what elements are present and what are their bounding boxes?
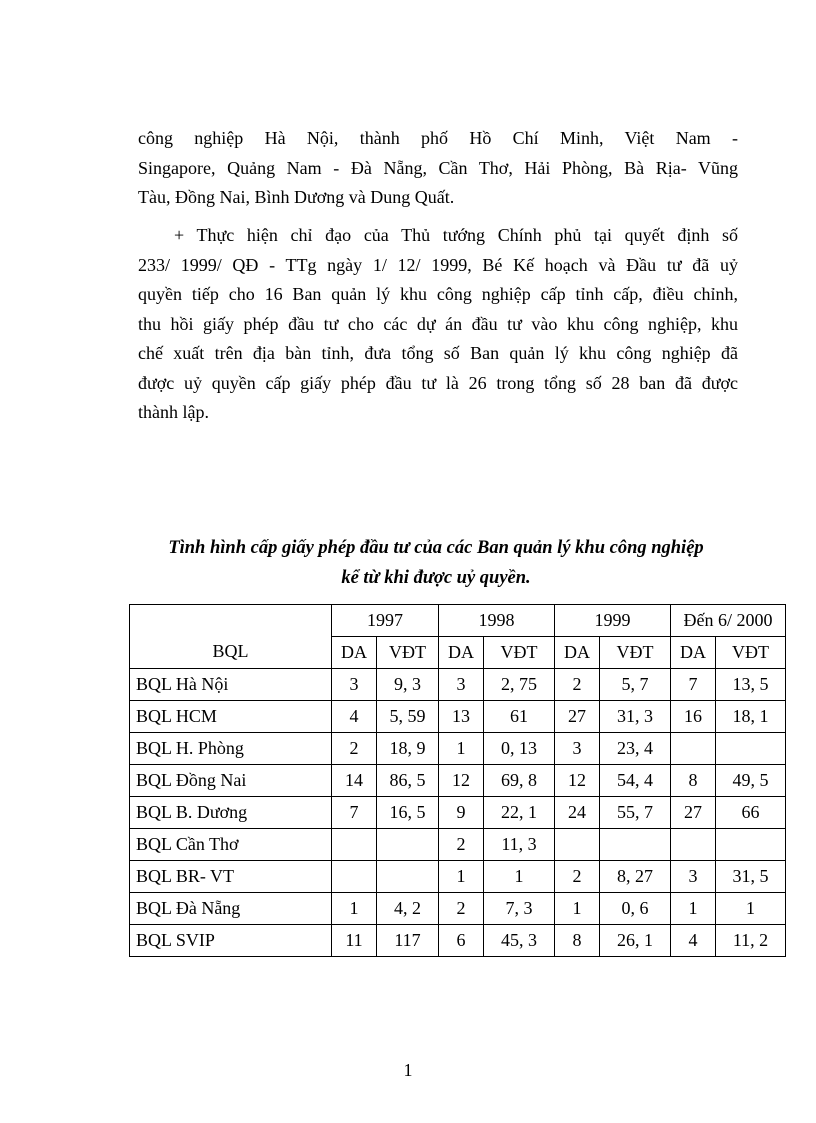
vdt-cell: 31, 3 [600,701,671,733]
da-cell [671,733,716,765]
text-line: thu hồi giấy phép đầu tư cho các dự án đầu tư vào khu công nghiệp, khu [138,313,738,334]
vdt-cell: 117 [377,925,439,957]
text-line: Tàu, Đồng Nai, Bình Dương và Dung Quất. [138,187,455,207]
da-cell: 3 [332,669,377,701]
table-row [130,701,786,733]
da-cell: 7 [671,669,716,701]
subheader-cell: DA [439,637,484,669]
da-cell: 2 [439,893,484,925]
vdt-cell: 61 [484,701,555,733]
da-cell: 13 [439,701,484,733]
subheader-cell: DA [332,637,377,669]
vdt-cell: 11, 2 [716,925,786,957]
row-name-cell: BQL Cần Thơ [130,829,332,861]
table-row [130,765,786,797]
vdt-cell: 11, 3 [484,829,555,861]
vdt-cell: 5, 59 [377,701,439,733]
row-name-cell: BQL H. Phòng [130,733,332,765]
da-cell: 4 [671,925,716,957]
period-header: Đến 6/ 2000 [671,605,786,637]
table-caption [128,533,744,593]
vdt-cell: 9, 3 [377,669,439,701]
da-cell: 3 [439,669,484,701]
text-line: chế xuất trên địa bàn tỉnh, đưa tổng số Ban quản lý khu công nghiệp đã [138,343,738,363]
row-name-cell: BQL SVIP [130,925,332,957]
vdt-cell: 1 [716,893,786,925]
text-line: thành lập. [138,402,209,422]
vdt-cell [600,829,671,861]
da-cell [332,829,377,861]
vdt-cell [377,829,439,861]
paragraph-1 [138,124,738,213]
da-cell [671,829,716,861]
vdt-cell [716,733,786,765]
da-cell: 3 [671,861,716,893]
license-table [129,604,786,957]
da-cell: 27 [555,701,600,733]
table-row [130,733,786,765]
vdt-cell: 1 [484,861,555,893]
da-cell: 9 [439,797,484,829]
caption-line-2: kể từ khi được uỷ quyền. [341,568,531,588]
vdt-cell: 0, 6 [600,893,671,925]
vdt-cell: 13, 5 [716,669,786,701]
row-name-cell: BQL Đà Nẵng [130,893,332,925]
vdt-cell [377,861,439,893]
subheader-cell: VĐT [600,637,671,669]
da-cell: 8 [671,765,716,797]
da-cell: 6 [439,925,484,957]
vdt-cell: 2, 75 [484,669,555,701]
text-line: 233/ 1999/ QĐ - TTg ngày 1/ 12/ 1999, Bé Kế hoạch và Đầu tư đã uỷ [138,254,738,275]
text-line: được uỷ quyền cấp giấy phép đầu tư là 26 trong tổng số 28 ban đã được [138,372,738,393]
period-header: 1999 [555,605,671,637]
row-name-cell: BQL HCM [130,701,332,733]
vdt-cell: 0, 13 [484,733,555,765]
vdt-cell: 22, 1 [484,797,555,829]
vdt-cell: 45, 3 [484,925,555,957]
da-cell: 1 [332,893,377,925]
vdt-cell: 7, 3 [484,893,555,925]
table-body [130,669,786,957]
da-cell: 12 [555,765,600,797]
da-cell: 16 [671,701,716,733]
da-cell: 3 [555,733,600,765]
paragraph-2 [138,221,738,428]
table-header-row [130,605,786,637]
da-cell: 1 [555,893,600,925]
da-cell: 8 [555,925,600,957]
da-cell: 1 [439,861,484,893]
vdt-cell: 54, 4 [600,765,671,797]
text-line: quyền tiếp cho 16 Ban quản lý khu công nghiệp cấp tỉnh cấp, điều chỉnh, [138,284,738,304]
da-cell: 1 [671,893,716,925]
period-header: 1997 [332,605,439,637]
caption-line-1: Tình hình cấp giấy phép đầu tư của các Ban quản lý khu công nghiệp [168,538,704,558]
da-cell: 27 [671,797,716,829]
table-row [130,669,786,701]
vdt-cell: 18, 9 [377,733,439,765]
text-line: Singapore, Quảng Nam - Đà Nẵng, Cần Thơ, Hải Phòng, Bà Rịa- Vũng [138,157,738,178]
vdt-cell: 86, 5 [377,765,439,797]
vdt-cell: 49, 5 [716,765,786,797]
vdt-cell: 8, 27 [600,861,671,893]
subheader-cell: DA [555,637,600,669]
table-row [130,893,786,925]
page-number: 1 [403,1060,413,1080]
table-row [130,829,786,861]
subheader-cell: VĐT [484,637,555,669]
da-cell: 2 [439,829,484,861]
da-cell: 24 [555,797,600,829]
vdt-cell: 18, 1 [716,701,786,733]
vdt-cell: 26, 1 [600,925,671,957]
row-name-cell: BQL BR- VT [130,861,332,893]
subheader-cell: DA [671,637,716,669]
da-cell: 12 [439,765,484,797]
da-cell: 1 [439,733,484,765]
da-cell [332,861,377,893]
table-row [130,797,786,829]
da-cell: 2 [555,669,600,701]
period-header: 1998 [439,605,555,637]
subheader-cell: VĐT [377,637,439,669]
vdt-cell: 69, 8 [484,765,555,797]
vdt-cell: 66 [716,797,786,829]
row-name-cell: BQL B. Dương [130,797,332,829]
da-cell: 2 [555,861,600,893]
row-name-cell: BQL Hà Nội [130,669,332,701]
da-cell: 11 [332,925,377,957]
table-row [130,861,786,893]
vdt-cell: 55, 7 [600,797,671,829]
subheader-cell: VĐT [716,637,786,669]
da-cell: 2 [332,733,377,765]
da-cell: 7 [332,797,377,829]
vdt-cell: 23, 4 [600,733,671,765]
text-line: + Thực hiện chỉ đạo của Thủ tướng Chính phủ tại quyết định số [174,225,738,245]
da-cell [555,829,600,861]
vdt-cell: 31, 5 [716,861,786,893]
table-row [130,925,786,957]
vdt-cell: 16, 5 [377,797,439,829]
vdt-cell: 4, 2 [377,893,439,925]
row-name-cell: BQL Đồng Nai [130,765,332,797]
row-header-cell: BQL [130,605,332,669]
da-cell: 4 [332,701,377,733]
text-line: công nghiệp Hà Nội, thành phố Hồ Chí Minh, Việt Nam - [138,128,738,148]
vdt-cell [716,829,786,861]
da-cell: 14 [332,765,377,797]
vdt-cell: 5, 7 [600,669,671,701]
